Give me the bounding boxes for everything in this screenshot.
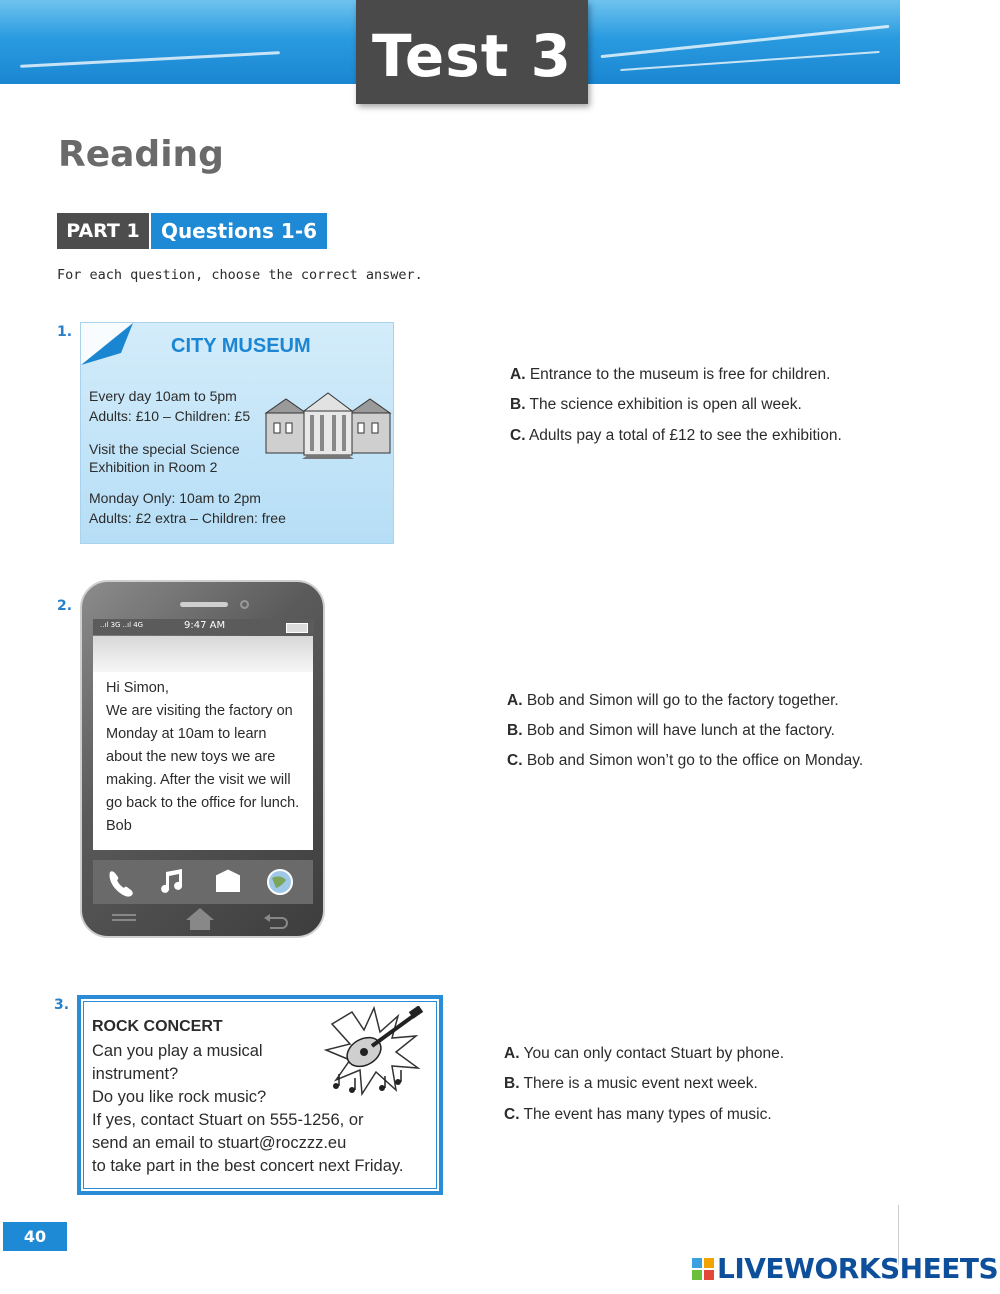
guitar-icon bbox=[322, 1006, 428, 1098]
question-number: 1. bbox=[57, 324, 73, 340]
message-line: We are visiting the factory on bbox=[106, 703, 293, 719]
page-curl-icon bbox=[81, 323, 141, 373]
screen-header bbox=[93, 636, 313, 672]
option-letter: A. bbox=[504, 1045, 520, 1062]
option-letter: A. bbox=[507, 692, 523, 709]
option-text: There is a music event next week. bbox=[523, 1075, 758, 1092]
rock-title: ROCK CONCERT bbox=[92, 1018, 223, 1035]
option-letter: C. bbox=[507, 752, 523, 769]
battery-icon bbox=[286, 623, 308, 633]
phone-icon bbox=[110, 871, 133, 896]
music-icon bbox=[161, 869, 182, 893]
option-c[interactable] bbox=[504, 1106, 772, 1124]
museum-title: CITY MUSEUM bbox=[171, 335, 311, 357]
museum-line: Every day 10am to 5pm bbox=[89, 388, 237, 404]
option-letter: B. bbox=[507, 722, 523, 739]
option-letter: B. bbox=[510, 396, 526, 413]
option-letter: C. bbox=[504, 1106, 520, 1123]
globe-icon bbox=[268, 870, 292, 894]
option-b[interactable] bbox=[507, 722, 835, 740]
phone-speaker bbox=[180, 602, 228, 607]
museum-building-icon bbox=[264, 391, 392, 459]
rock-line: Can you play a musical bbox=[92, 1042, 263, 1060]
phone-camera bbox=[240, 600, 249, 609]
rock-line: Do you like rock music? bbox=[92, 1088, 267, 1106]
message-line: Monday at 10am to learn bbox=[106, 726, 267, 742]
option-b[interactable] bbox=[510, 396, 802, 414]
message-line: Hi Simon, bbox=[106, 680, 169, 696]
option-text: Adults pay a total of £12 to see the exhibition. bbox=[528, 427, 842, 444]
option-b[interactable] bbox=[504, 1075, 758, 1093]
dock-icons bbox=[104, 866, 304, 898]
liveworksheets-logo-icon bbox=[692, 1258, 714, 1280]
option-a[interactable] bbox=[510, 366, 830, 384]
part-label: PART 1 bbox=[57, 213, 149, 249]
museum-line: Visit the special Science bbox=[89, 441, 240, 457]
option-a[interactable] bbox=[507, 692, 839, 710]
rock-line: send an email to stuart@roczzz.eu bbox=[92, 1134, 347, 1152]
museum-line: Adults: £10 – Children: £5 bbox=[89, 408, 251, 424]
back-icon bbox=[264, 914, 287, 928]
option-letter: B. bbox=[504, 1075, 520, 1092]
message-line: about the new toys we are bbox=[106, 749, 276, 765]
question-number: 2. bbox=[57, 598, 73, 614]
liveworksheets-logo[interactable]: LIVEWORKSHEETS bbox=[717, 1252, 999, 1285]
mail-icon bbox=[216, 870, 240, 892]
option-c[interactable] bbox=[510, 427, 842, 445]
option-a[interactable] bbox=[504, 1045, 784, 1063]
rock-line: instrument? bbox=[92, 1065, 179, 1083]
section-title: Reading bbox=[58, 134, 224, 175]
home-icon bbox=[186, 908, 214, 930]
message-line: Bob bbox=[106, 818, 132, 834]
message-line: making. After the visit we will bbox=[106, 772, 291, 788]
option-c[interactable] bbox=[507, 752, 863, 770]
message-line: go back to the office for lunch. bbox=[106, 795, 300, 811]
question-number: 3. bbox=[54, 997, 70, 1013]
phone-nav-bar bbox=[110, 906, 300, 932]
option-letter: C. bbox=[510, 427, 526, 444]
option-text: You can only contact Stuart by phone. bbox=[523, 1045, 785, 1062]
status-time: 9:47 AM bbox=[184, 620, 226, 631]
option-text: The event has many types of music. bbox=[523, 1106, 772, 1123]
rock-line: to take part in the best concert next Friday. bbox=[92, 1157, 404, 1175]
page-number: 40 bbox=[3, 1222, 67, 1251]
questions-range: Questions 1-6 bbox=[151, 213, 327, 249]
museum-line: Adults: £2 extra – Children: free bbox=[89, 510, 286, 526]
option-letter: A. bbox=[510, 366, 526, 383]
test-title: Test 3 bbox=[372, 22, 572, 90]
museum-notice bbox=[80, 322, 394, 544]
museum-line: Monday Only: 10am to 2pm bbox=[89, 490, 261, 506]
option-text: The science exhibition is open all week. bbox=[529, 396, 802, 413]
option-text: Bob and Simon will have lunch at the factory. bbox=[526, 722, 835, 739]
rock-line: If yes, contact Stuart on 555-1256, or bbox=[92, 1111, 364, 1129]
menu-icon bbox=[112, 914, 136, 921]
option-text: Bob and Simon won’t go to the office on Monday. bbox=[526, 752, 864, 769]
instruction: For each question, choose the correct answer. bbox=[57, 267, 423, 283]
museum-line: Exhibition in Room 2 bbox=[89, 459, 218, 475]
option-text: Bob and Simon will go to the factory together. bbox=[526, 692, 839, 709]
signal-indicator: ..ıl 3G ..ıl 4G bbox=[100, 621, 144, 629]
option-text: Entrance to the museum is free for children. bbox=[529, 366, 831, 383]
